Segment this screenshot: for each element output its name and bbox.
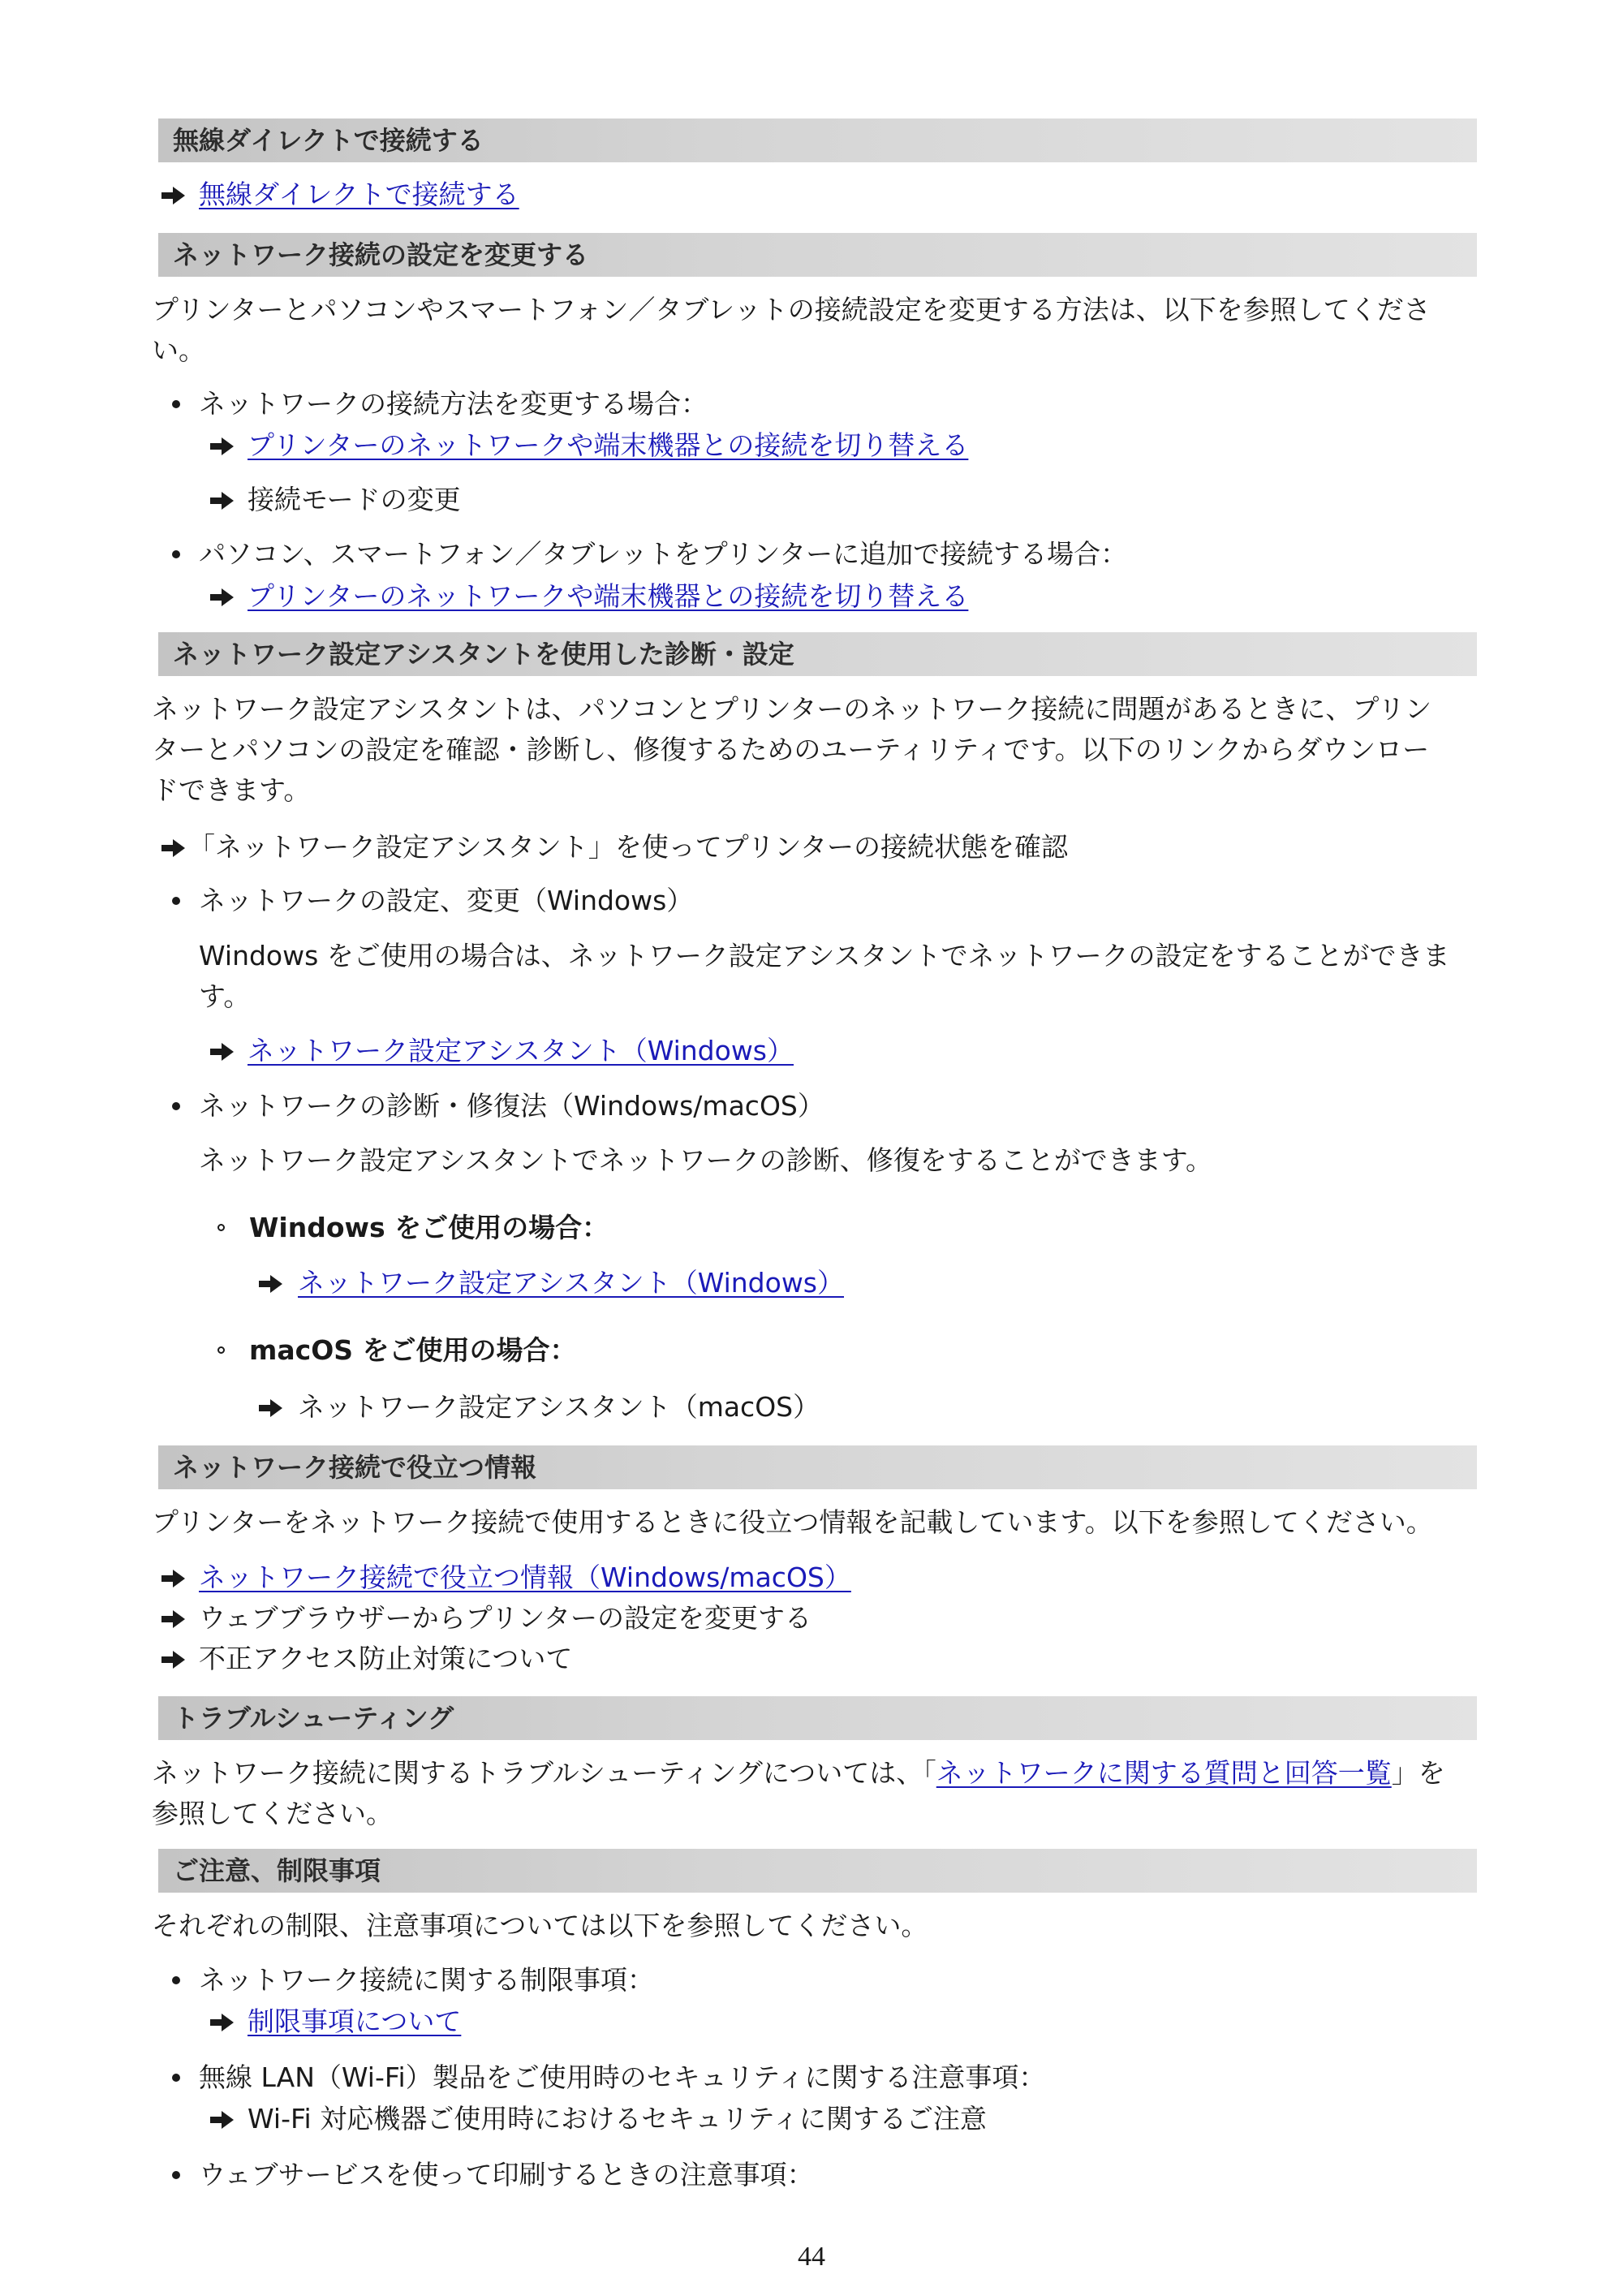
reference-item: ウェブブラウザーからプリンターの設定を変更する bbox=[199, 1602, 812, 1634]
circle-bullet-icon bbox=[217, 1224, 225, 1231]
reference-item: 接続モードの変更 bbox=[248, 484, 461, 515]
paragraph-line: ネットワーク設定アシスタントでネットワークの診断、修復をすることができます。 bbox=[199, 1144, 1213, 1176]
reference-item: 不正アクセス防止対策について bbox=[199, 1643, 573, 1674]
list-item: ネットワークの接続方法を変更する場合： bbox=[199, 388, 708, 420]
bullet-dot-icon bbox=[172, 1102, 180, 1110]
link-useful-info[interactable]: ネットワーク接続で役立つ情報（Windows/macOS） bbox=[199, 1562, 851, 1593]
paragraph-line: プリンターとパソコンやスマートフォン／タブレットの接続設定を変更する方法は、以下を参照してくださ bbox=[152, 294, 1431, 325]
circle-bullet-icon bbox=[217, 1346, 225, 1354]
reference-item: 「ネットワーク設定アシスタント」を使ってプリンターの接続状態を確認 bbox=[188, 831, 1069, 863]
arrow-right-icon bbox=[209, 1042, 235, 1062]
paragraph-line: Windows をご使用の場合は、ネットワーク設定アシスタントでネットワークの設定をすることができま bbox=[199, 940, 1450, 971]
bullet-dot-icon bbox=[172, 1976, 180, 1984]
section-heading-notes: ご注意、制限事項 bbox=[158, 1849, 1477, 1893]
section-heading-assistant: ネットワーク設定アシスタントを使用した診断・設定 bbox=[158, 632, 1477, 676]
list-item: 無線 LAN（Wi-Fi）製品をご使用時のセキュリティに関する注意事項： bbox=[199, 2061, 1046, 2093]
paragraph-line: ターとパソコンの設定を確認・診断し、修復するためのユーティリティです。以下のリンクからダウンロー bbox=[152, 734, 1430, 765]
bullet-dot-icon bbox=[172, 400, 180, 408]
text-segment: ネットワーク接続に関するトラブルシューティングについては、「 bbox=[152, 1757, 936, 1789]
link-assistant-windows[interactable]: ネットワーク設定アシスタント（Windows） bbox=[248, 1035, 794, 1066]
arrow-right-icon bbox=[209, 588, 235, 607]
arrow-right-icon bbox=[209, 2013, 235, 2032]
list-item: ネットワークの設定、変更（Windows） bbox=[199, 885, 694, 916]
paragraph-line: 参照してください。 bbox=[152, 1798, 393, 1829]
paragraph-line: す。 bbox=[199, 980, 251, 1012]
reference-item: ネットワーク設定アシスタント（macOS） bbox=[298, 1391, 820, 1423]
arrow-right-icon bbox=[209, 2110, 235, 2130]
section-heading-wireless-direct: 無線ダイレクトで接続する bbox=[158, 118, 1477, 162]
bullet-dot-icon bbox=[172, 2171, 180, 2179]
arrow-right-icon bbox=[258, 1398, 284, 1418]
arrow-right-icon bbox=[161, 1569, 187, 1588]
paragraph-line: い。 bbox=[152, 334, 205, 366]
arrow-right-icon bbox=[161, 1609, 187, 1629]
link-restrictions[interactable]: 制限事項について bbox=[248, 2005, 462, 2037]
list-item: ネットワーク接続に関する制限事項： bbox=[199, 1964, 654, 1996]
arrow-right-icon bbox=[209, 491, 235, 510]
page-number: 44 bbox=[798, 2242, 825, 2272]
link-wireless-direct[interactable]: 無線ダイレクトで接続する bbox=[199, 179, 519, 210]
section-heading-useful-info: ネットワーク接続で役立つ情報 bbox=[158, 1445, 1477, 1489]
sub-heading-windows: Windows をご使用の場合： bbox=[249, 1212, 609, 1243]
paragraph-line: それぞれの制限、注意事項については以下を参照してください。 bbox=[152, 1910, 928, 1941]
arrow-right-icon bbox=[161, 1650, 187, 1669]
arrow-right-icon bbox=[161, 186, 187, 205]
paragraph-line: ネットワーク設定アシスタントは、パソコンとプリンターのネットワーク接続に問題があるときに、プリン bbox=[152, 693, 1432, 725]
link-switch-connection[interactable]: プリンターのネットワークや端末機器との接続を切り替える bbox=[248, 580, 969, 612]
bullet-dot-icon bbox=[172, 2074, 180, 2082]
text-segment: 」を bbox=[1391, 1757, 1445, 1789]
paragraph-line: ドできます。 bbox=[152, 774, 311, 806]
list-item: ネットワークの診断・修復法（Windows/macOS） bbox=[199, 1090, 824, 1122]
bullet-dot-icon bbox=[172, 897, 180, 905]
list-item: パソコン、スマートフォン／タブレットをプリンターに追加で接続する場合： bbox=[199, 538, 1128, 570]
bullet-dot-icon bbox=[172, 550, 180, 558]
arrow-right-icon bbox=[209, 437, 235, 456]
sub-heading-macos: macOS をご使用の場合： bbox=[249, 1334, 577, 1366]
reference-item: Wi-Fi 対応機器ご使用時におけるセキュリティに関するご注意 bbox=[248, 2103, 987, 2134]
section-heading-troubleshooting: トラブルシューティング bbox=[158, 1696, 1477, 1740]
paragraph-line bbox=[152, 1757, 1445, 1790]
section-heading-change-settings: ネットワーク接続の設定を変更する bbox=[158, 233, 1477, 277]
arrow-right-icon bbox=[258, 1274, 284, 1294]
link-network-faq[interactable]: ネットワークに関する質問と回答一覧 bbox=[936, 1757, 1392, 1789]
list-item: ウェブサービスを使って印刷するときの注意事項： bbox=[199, 2159, 814, 2190]
arrow-right-icon bbox=[161, 838, 187, 858]
link-assistant-windows[interactable]: ネットワーク設定アシスタント（Windows） bbox=[298, 1267, 844, 1299]
link-switch-connection[interactable]: プリンターのネットワークや端末機器との接続を切り替える bbox=[248, 429, 969, 461]
paragraph-line: プリンターをネットワーク接続で使用するときに役立つ情報を記載しています。以下を参照してください。 bbox=[152, 1506, 1433, 1538]
